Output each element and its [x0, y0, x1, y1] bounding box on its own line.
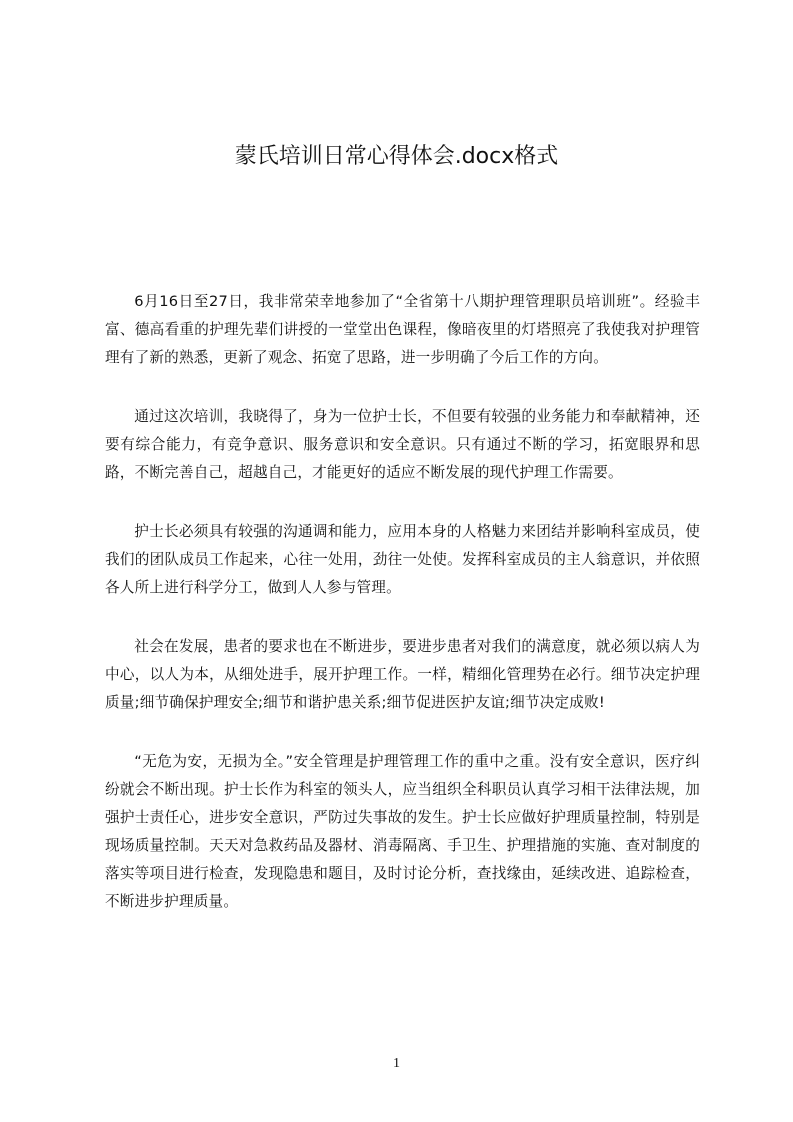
paragraph-2: 通过这次培训，我晓得了，身为一位护士长，不但要有较强的业务能力和奉献精神，还要有综合能力，有竞争意识、服务意识和安全意识。只有通过不断的学习，拓宽眼界和思路，不断完善自己，超越自己，才能更好的适应不断发展的现代护理工作需要。: [105, 408, 700, 481]
paragraph-1: 6月16日至27日，我非常荣幸地参加了“全省第十八期护理管理职员培训班”。经验丰富、德高看重的护理先辈们讲授的一堂堂出色课程，像暗夜里的灯塔照亮了我使我对护理管理有了新的熟悉，更新了观念、拓宽了思路，进一步明确了今后工作的方向。: [105, 293, 700, 366]
paragraph-3: 护士长必须具有较强的沟通调和能力，应用本身的人格魅力来团结并影响科室成员，使我们的团队成员工作起来，心往一处用，劲往一处使。发挥科室成员的主人翁意识，并依照各人所上进行科学分工，做到人人参与管理。: [105, 523, 700, 596]
paragraph-4: 社会在发展，患者的要求也在不断进步，要进步患者对我们的满意度，就必须以病人为中心，以人为本，从细处进手，展开护理工作。一样，精细化管理势在必行。细节决定护理质量;细节确保护理安全;细节和谐护患关系;细节促进医护友谊;细节决定成败!: [105, 638, 700, 711]
paragraph-5: “无危为安，无损为全。”安全管理是护理管理工作的重中之重。没有安全意识，医疗纠纷就会不断出现。护士长作为科室的领头人，应当组织全科职员认真学习相干法律法规，加强护士责任心，进步安全意识，严防过失事故的发生。护士长应做好护理质量控制，特别是现场质量控制。天天对急救药品及器材、消毒隔离、手卫生、护理措施的实施、查对制度的落实等项目进行检查，发现隐患和题目，及时讨论分析，查找缘由，延续改进、追踪检查，不断进步护理质量。: [105, 753, 700, 910]
document-title: 蒙氏培训日常心得体会.docx格式: [234, 144, 559, 169]
page-number: 1: [393, 1056, 400, 1071]
document-body: [105, 288, 700, 947]
